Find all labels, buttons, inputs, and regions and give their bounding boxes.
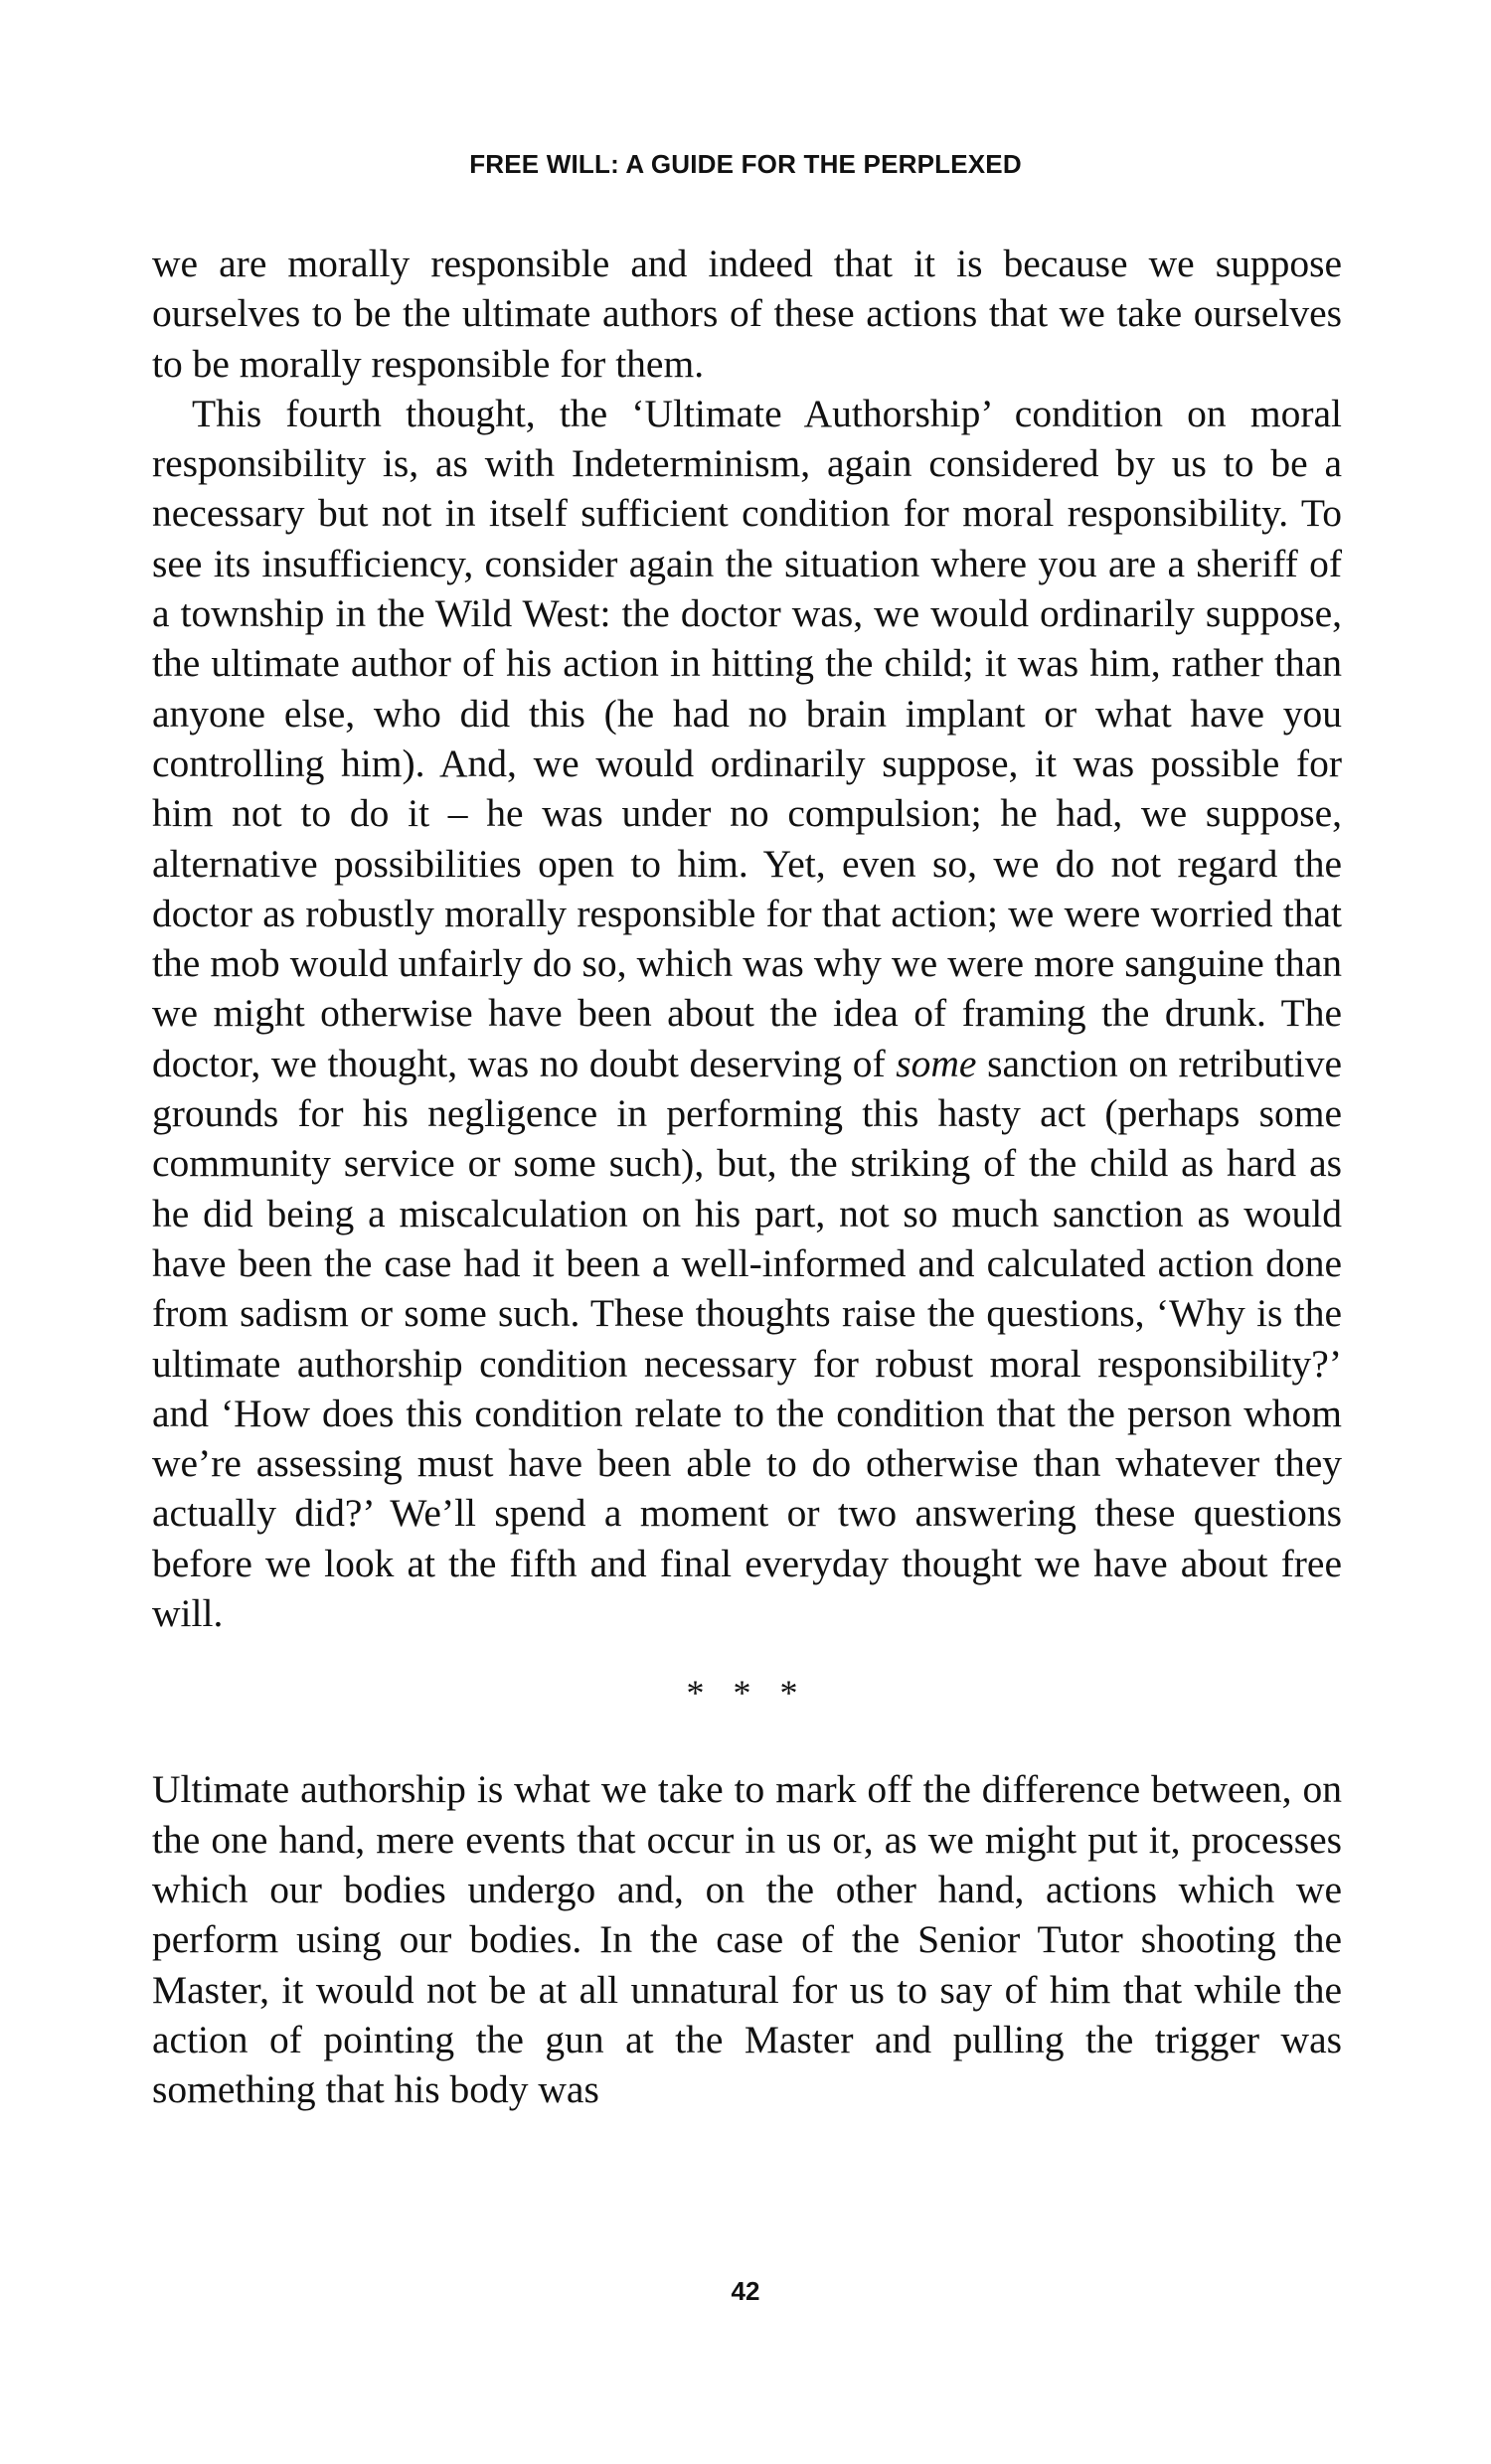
paragraph-text-part-2: sanction on retributive grounds for his negligence in performing this hasty act (perhaps some community service or some such), but, the striking of the child as hard as he did being a miscalculation on his part, not so much sanction as would have been the case had it been a well-informed and calculated action done from sadism or some such. These thoughts raise the questions, ‘Why is the ultimate authorship condition necessary for robust moral responsibility?’ and ‘How does this condition relate to the condition that the person whom we’re assessing must have been able to do otherwise than whatever they actually did?’ We’ll spend a moment or two answering these questions before we look at the fifth and final everyday thought we have about free will.: [152, 1041, 1342, 1636]
paragraph-text-part-1: This fourth thought, the ‘Ultimate Authorship’ condition on moral responsibility is, as with Indeterminism, again considered by us to be a necessary but not in itself sufficient condition for moral responsibility. To see its insufficiency, consider again the situation where you are a sheriff of a township in the Wild West: the doctor was, we would ordinarily suppose, the ultimate author of his action in hitting the child; it was him, rather than anyone else, who did this (he had no brain implant or what have you controlling him). And, we would ordinarily suppose, it was possible for him not to do it – he was under no compulsion; he had, we suppose, alternative possibilities open to him. Yet, even so, we do not regard the doctor as robustly morally responsible for that action; we were worried that the mob would unfairly do so, which was why we were more sanguine than we might otherwise have been about the idea of framing the drunk. The doctor, we thought, was no doubt deserving of: [152, 391, 1342, 1085]
page-number: 42: [731, 2276, 760, 2306]
italic-emphasis: some: [896, 1041, 977, 1085]
page-body: [152, 239, 1342, 2114]
section-break: * * *: [686, 1673, 808, 1714]
paragraph-ultimate-authorship: [152, 389, 1342, 1638]
paragraph-continued: we are morally responsible and indeed that it is because we suppose ourselves to be the ultimate authors of these actions that we take ourselves to be morally responsible for them.: [152, 242, 1342, 386]
running-head: FREE WILL: A GUIDE FOR THE PERPLEXED: [469, 149, 1022, 179]
paragraph-new-section: Ultimate authorship is what we take to mark off the difference between, on the one hand, mere events that occur in us or, as we might put it, processes which our bodies undergo and, on the other hand, actions which we perform using our bodies. In the case of the Senior Tutor shooting the Master, it would not be at all unnatural for us to say of him that while the action of pointing the gun at the Master and pulling the trigger was something that his body was: [152, 1767, 1342, 2112]
